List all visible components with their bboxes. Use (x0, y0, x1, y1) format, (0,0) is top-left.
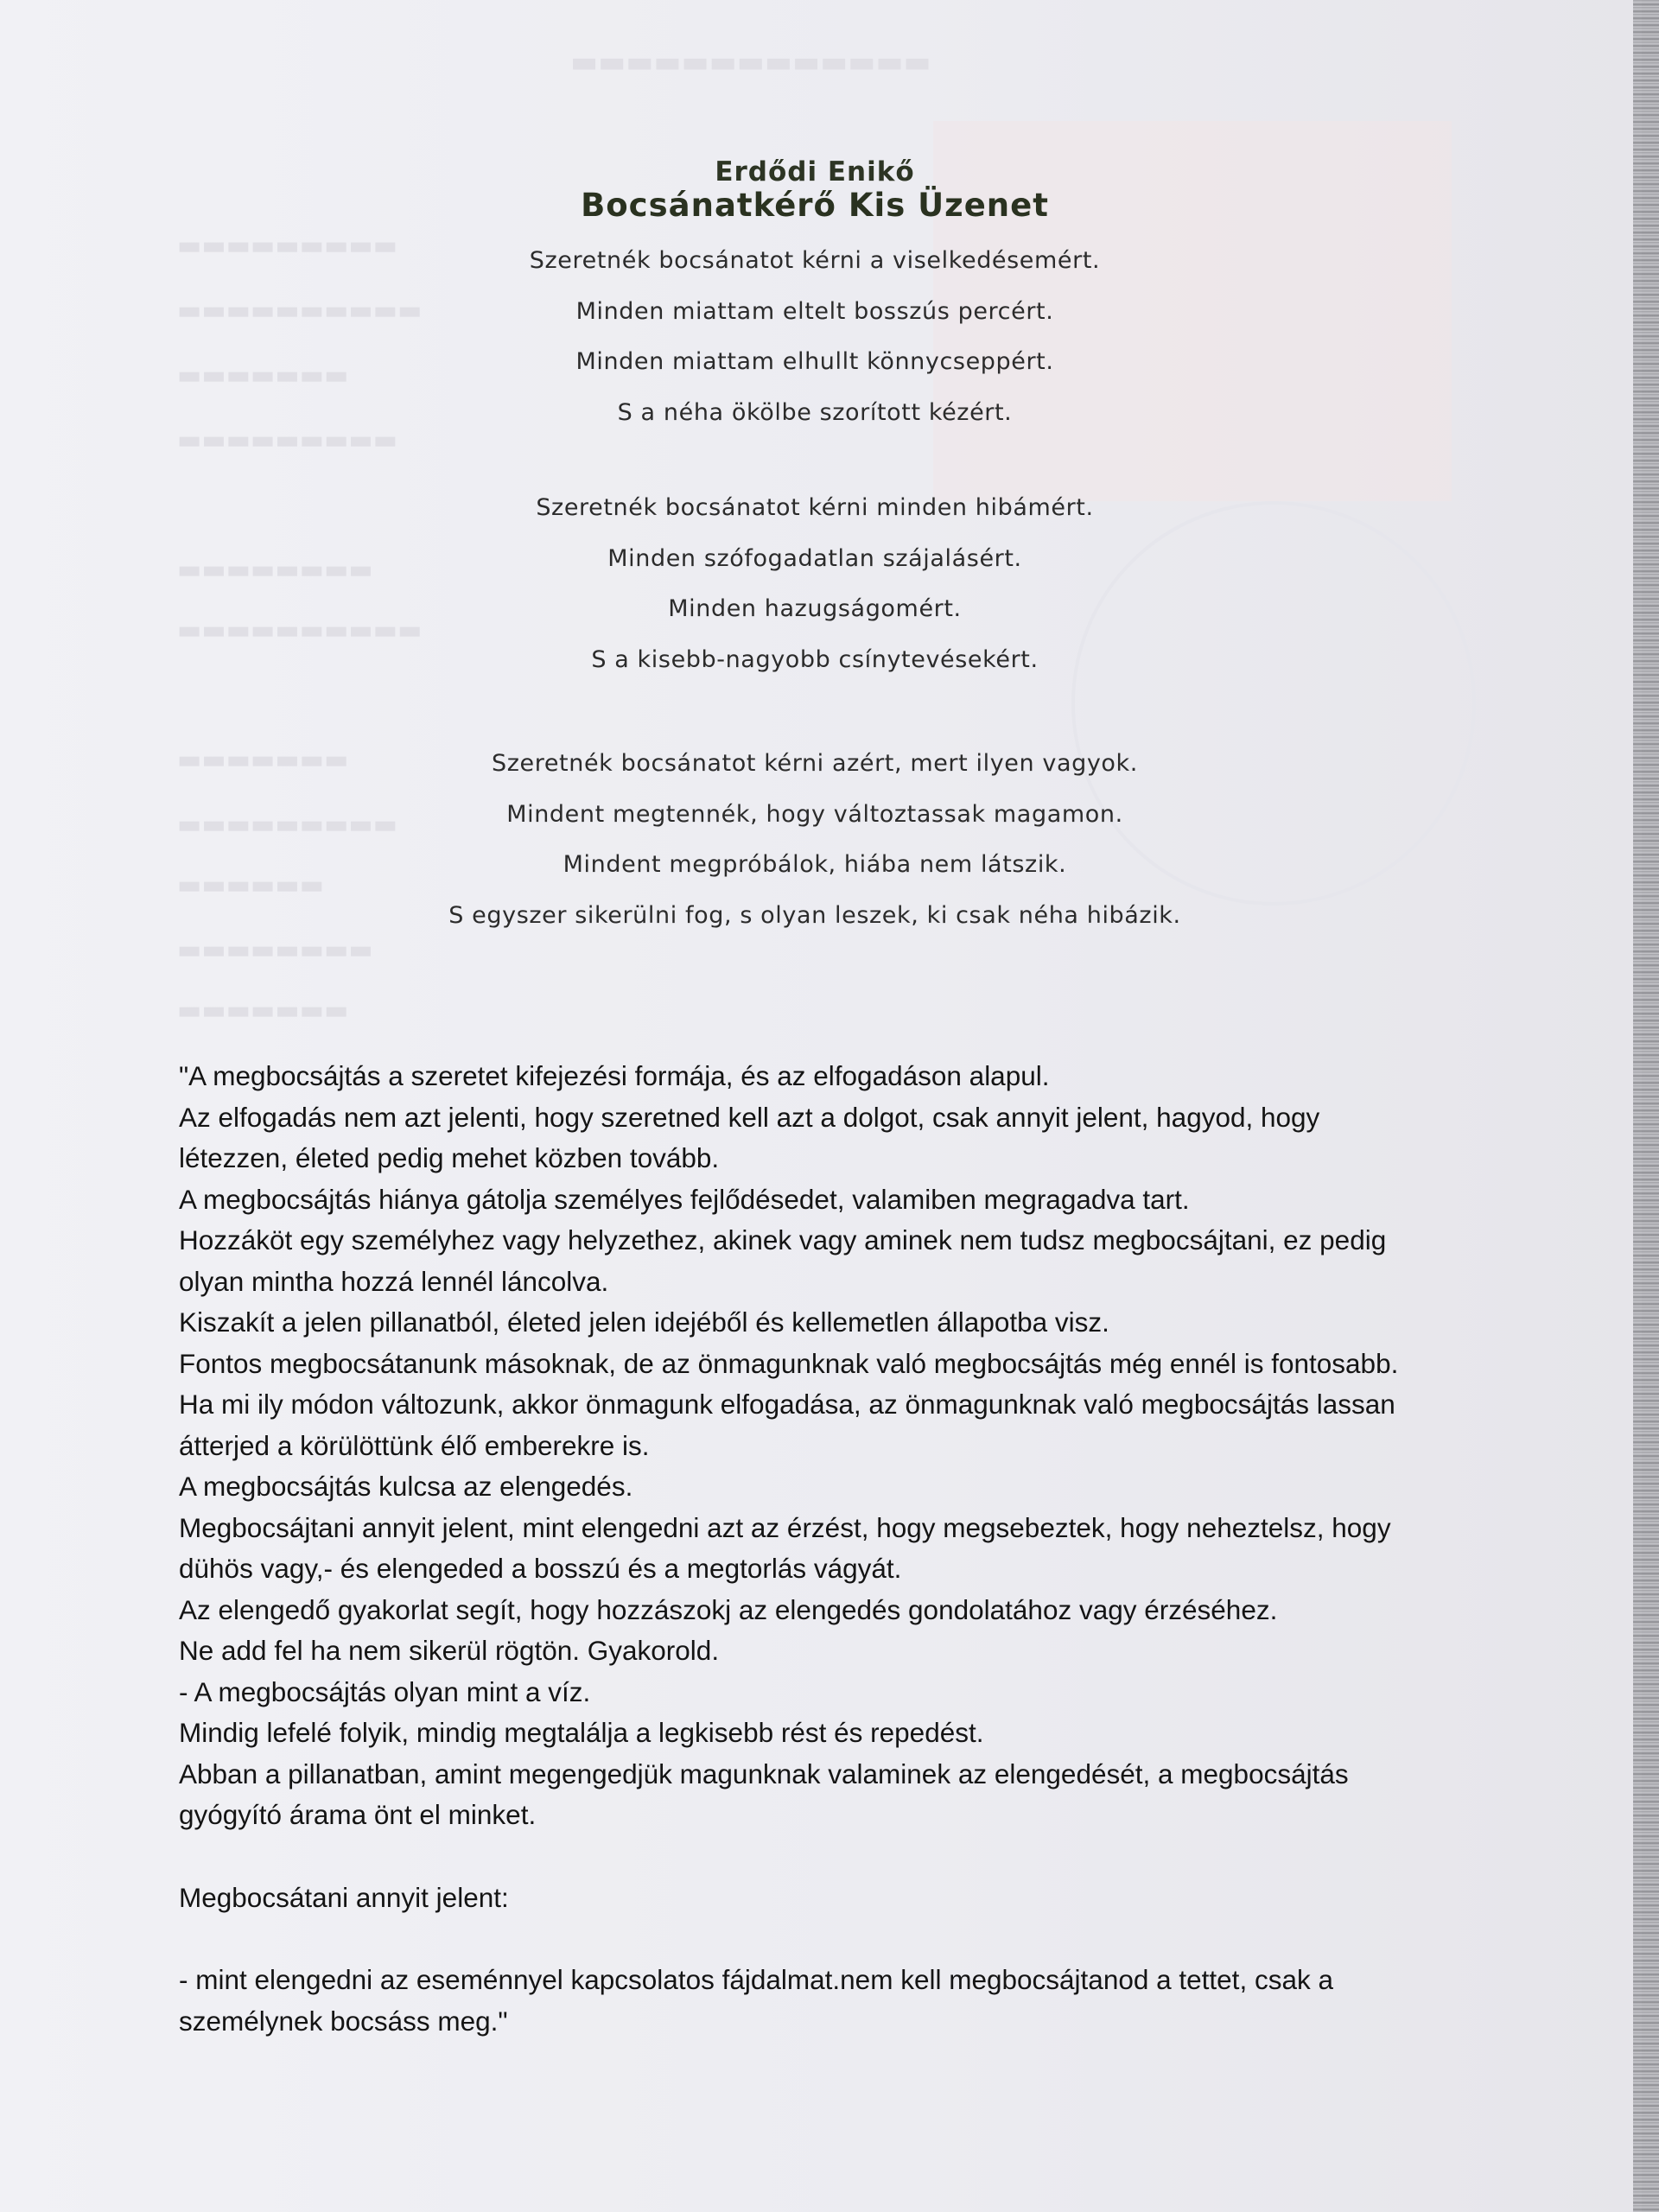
bleed-through-text: ▬▬▬▬▬▬▬▬▬▬ (177, 615, 423, 645)
quote-line: létezzen, életed pedig mehet közben tovább. (179, 1142, 720, 1173)
quote-line: Ne add fel ha nem sikerül rögtön. Gyakorold. (179, 1635, 720, 1666)
poem-line: Szeretnék bocsánatot kérni minden hibámért. (536, 494, 1094, 521)
bleed-through-text: ▬▬▬▬▬▬▬▬▬ (177, 231, 398, 261)
poem-line: Mindent megpróbálok, hiába nem látszik. (563, 851, 1067, 878)
quote-line: Abban a pillanatban, amint megengedjük magunknak valaminek az elengedését, a megbocsájtás (179, 1758, 1349, 1789)
quote-line: - A megbocsájtás olyan mint a víz. (179, 1675, 591, 1707)
quote-line: gyógyító árama önt el minket. (179, 1799, 537, 1830)
poem-title: Bocsánatkérő Kis Üzenet (581, 187, 1049, 224)
bleed-through-text: ▬▬▬▬▬▬▬▬▬ (177, 810, 398, 840)
bleed-through-text: ▬▬▬▬▬▬ (177, 870, 325, 900)
poem-line: Minden miattam eltelt bosszús percért. (575, 297, 1054, 325)
page-edge (1633, 0, 1659, 2212)
bleed-through-text: ▬▬▬▬▬▬▬▬▬ (177, 425, 398, 455)
poem-line: S a néha ökölbe szorított kézért. (617, 398, 1013, 426)
quote-closing-line: - mint elengedni az eseménnyel kapcsolatos fájdalmat.nem kell megbocsájtanod a tettet, csak a (179, 1964, 1333, 1995)
poem-line: Minden miattam elhullt könnycseppért. (575, 348, 1054, 375)
quote-closing-line: személynek bocsáss meg." (179, 2005, 508, 2037)
poem-line: Mindent megtennék, hogy változtassak magamon. (506, 800, 1123, 828)
bleed-through-text: ▬▬▬▬▬▬▬▬ (177, 555, 373, 585)
poem-line: S egyszer sikerülni fog, s olyan leszek, ki csak néha hibázik. (448, 901, 1181, 929)
quote-line: A megbocsájtás kulcsa az elengedés. (179, 1471, 633, 1502)
poem-line: Minden szófogadatlan szájalásért. (607, 544, 1022, 572)
poem-stanza-1 (0, 236, 1630, 438)
quote-line: átterjed a körülöttünk élő emberekre is. (179, 1429, 650, 1461)
quote-line: "A megbocsájtás a szeretet kifejezési formája, és az elfogadáson alapul. (179, 1060, 1050, 1091)
quote-line: olyan mintha hozzá lennél láncolva. (179, 1265, 609, 1297)
quote-line: Az elfogadás nem azt jelenti, hogy szeretned kell azt a dolgot, csak annyit jelent, hagyod, hogy (179, 1101, 1320, 1133)
quote-line: Ha mi ily módon változunk, akkor önmagunk elfogadása, az önmagunknak való megbocsájtás lassan (179, 1389, 1395, 1420)
quote-line: Megbocsájtani annyit jelent, mint elengedni azt az érzést, hogy megsebeztek, hogy neheztelsz, hogy (179, 1511, 1391, 1543)
quote-intro: Megbocsátani annyit jelent: (179, 1881, 509, 1913)
poem-stanza-2 (0, 483, 1630, 685)
quote-line: Hozzáköt egy személyhez vagy helyzethez, akinek vagy aminek nem tudsz megbocsájtani, ez pedig (179, 1224, 1387, 1255)
quote-line: Fontos megbocsátanunk másoknak, de az önmagunknak való megbocsájtás még ennél is fontosabb. (179, 1347, 1399, 1379)
quote-line: Mindig lefelé folyik, mindig megtalálja a legkisebb rést és repedést. (179, 1717, 984, 1748)
bleed-through-text: ▬▬▬▬▬▬▬▬ (177, 935, 373, 965)
poem-line: Minden hazugságomért. (668, 595, 962, 622)
forgiveness-quote (179, 1056, 1458, 2042)
poem-stanza-3 (0, 739, 1630, 941)
quote-line: Az elengedő gyakorlat segít, hogy hozzászokj az elengedés gondolatához vagy érzéséhez. (179, 1593, 1278, 1625)
quote-line: A megbocsájtás hiánya gátolja személyes fejlődésedet, valamiben megragadva tart. (179, 1183, 1190, 1215)
bleed-through-text: ▬▬▬▬▬▬▬ (177, 360, 349, 391)
bleed-through-text: ▬▬▬▬▬▬▬▬▬▬ (177, 296, 423, 326)
poem-author: Erdődi Enikő (715, 156, 915, 188)
quote-line: dühös vagy,- és elengeded a bosszú és a megtorlás vágyát. (179, 1553, 902, 1584)
bleed-through-text: ▬▬▬▬▬▬▬ (177, 745, 349, 775)
bleed-through-text: ▬▬▬▬▬▬▬▬▬▬▬▬▬ (570, 45, 931, 79)
poem-line: S a kisebb-nagyobb csínytevésekért. (591, 645, 1039, 673)
poem-line: Szeretnék bocsánatot kérni azért, mert ilyen vagyok. (492, 750, 1138, 777)
bleed-through-text: ▬▬▬▬▬▬▬ (177, 995, 349, 1026)
quote-line: Kiszakít a jelen pillanatból, életed jelen idejéből és kellemetlen állapotba visz. (179, 1306, 1109, 1338)
poem-line: Szeretnék bocsánatot kérni a viselkedésemért. (529, 247, 1101, 274)
